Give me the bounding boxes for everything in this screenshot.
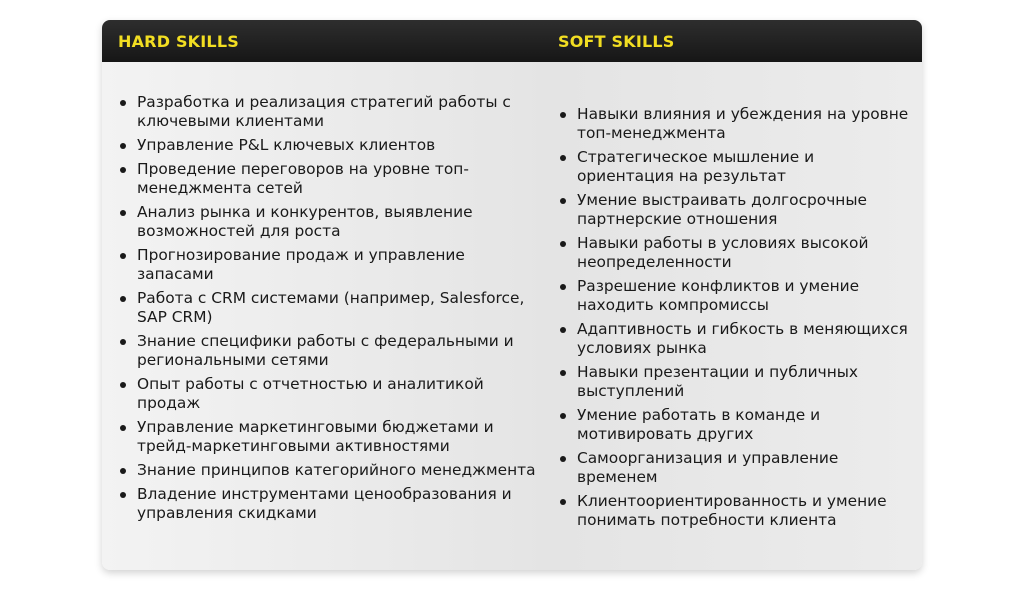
- list-item: [118, 485, 538, 523]
- list-item-text: Прогнозирование продаж и управление запасами: [137, 246, 465, 283]
- bullet-icon: [120, 468, 126, 474]
- bullet-icon: [120, 339, 126, 345]
- bullet-icon: [120, 210, 126, 216]
- list-item: [558, 449, 910, 487]
- bullet-icon: [560, 241, 566, 247]
- list-item: [558, 234, 910, 272]
- list-item-text: Работа с CRM системами (например, Salesforce, SAP CRM): [137, 289, 525, 326]
- list-item: [558, 277, 910, 315]
- bullet-icon: [560, 112, 566, 118]
- list-item-text: Умение выстраивать долгосрочные партнерские отношения: [577, 191, 867, 228]
- bullet-icon: [120, 425, 126, 431]
- soft-skills-list: [558, 105, 910, 535]
- skills-table: [102, 20, 922, 570]
- list-item-text: Клиентоориентированность и умение понимать потребности клиента: [577, 492, 887, 529]
- list-item: [558, 105, 910, 143]
- list-item-text: Управление P&L ключевых клиентов: [137, 136, 436, 154]
- list-item-text: Управление маркетинговыми бюджетами и трейд-маркетинговыми активностями: [137, 418, 494, 455]
- soft-skills-title: SOFT SKILLS: [558, 32, 675, 51]
- list-item-text: Опыт работы с отчетностью и аналитикой продаж: [137, 375, 484, 412]
- hard-skills-list: [118, 93, 538, 528]
- bullet-icon: [120, 253, 126, 259]
- list-item: [118, 93, 538, 131]
- list-item: [118, 160, 538, 198]
- list-item-text: Разрешение конфликтов и умение находить компромиссы: [577, 277, 860, 314]
- bullet-icon: [560, 198, 566, 204]
- list-item-text: Адаптивность и гибкость в меняющихся условиях рынка: [577, 320, 908, 357]
- list-item-text: Стратегическое мышление и ориентация на результат: [577, 148, 815, 185]
- list-item: [118, 289, 538, 327]
- list-item-text: Умение работать в команде и мотивировать других: [577, 406, 821, 443]
- bullet-icon: [120, 100, 126, 106]
- list-item: [118, 375, 538, 413]
- list-item: [558, 320, 910, 358]
- bullet-icon: [120, 382, 126, 388]
- list-item: [118, 246, 538, 284]
- list-item-text: Владение инструментами ценообразования и управления скидками: [137, 485, 512, 522]
- bullet-icon: [560, 327, 566, 333]
- table-header: [102, 20, 922, 62]
- hard-skills-title: HARD SKILLS: [118, 32, 239, 51]
- bullet-icon: [560, 155, 566, 161]
- list-item: [118, 332, 538, 370]
- list-item: [558, 191, 910, 229]
- list-item: [558, 148, 910, 186]
- bullet-icon: [120, 492, 126, 498]
- bullet-icon: [560, 456, 566, 462]
- bullet-icon: [120, 167, 126, 173]
- list-item: [118, 461, 538, 480]
- list-item: [558, 363, 910, 401]
- list-item: [118, 418, 538, 456]
- bullet-icon: [560, 413, 566, 419]
- list-item-text: Знание специфики работы с федеральными и региональными сетями: [137, 332, 514, 369]
- bullet-icon: [120, 296, 126, 302]
- list-item-text: Навыки презентации и публичных выступлений: [577, 363, 859, 400]
- bullet-icon: [560, 370, 566, 376]
- list-item: [118, 203, 538, 241]
- bullet-icon: [560, 284, 566, 290]
- bullet-icon: [560, 499, 566, 505]
- list-item-text: Навыки работы в условиях высокой неопределенности: [577, 234, 869, 271]
- list-item-text: Проведение переговоров на уровне топ-менеджмента сетей: [137, 160, 469, 197]
- list-item-text: Навыки влияния и убеждения на уровне топ-менеджмента: [577, 105, 909, 142]
- list-item-text: Анализ рынка и конкурентов, выявление возможностей для роста: [137, 203, 473, 240]
- list-item: [558, 406, 910, 444]
- list-item-text: Самоорганизация и управление временем: [577, 449, 839, 486]
- list-item: [118, 136, 538, 155]
- bullet-icon: [120, 143, 126, 149]
- list-item-text: Знание принципов категорийного менеджмента: [137, 461, 536, 479]
- list-item: [558, 492, 910, 530]
- list-item-text: Разработка и реализация стратегий работы с ключевыми клиентами: [137, 93, 511, 130]
